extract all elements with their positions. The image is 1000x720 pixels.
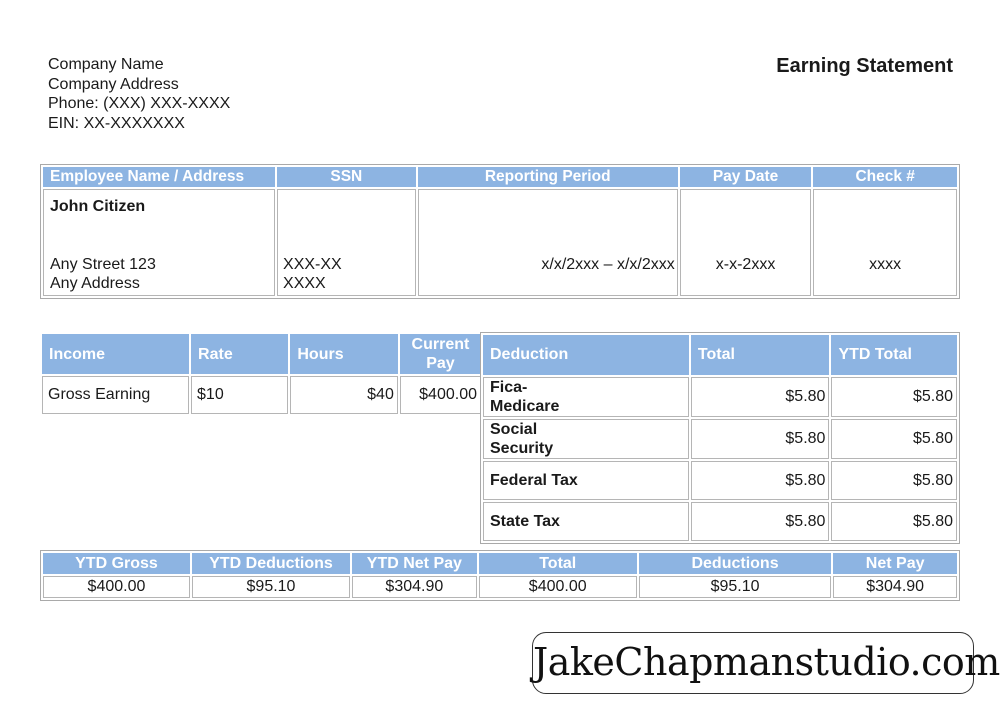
deduction-ytd-total: $5.80 bbox=[831, 461, 957, 500]
header-pay-date: Pay Date bbox=[680, 167, 812, 187]
header-ytd-gross: YTD Gross bbox=[43, 553, 190, 574]
header-reporting-period: Reporting Period bbox=[418, 167, 678, 187]
deduction-ytd-total: $5.80 bbox=[831, 502, 957, 541]
ssn-line-1: XXX-XX bbox=[283, 256, 342, 273]
employee-street: Any Street 123 bbox=[50, 256, 156, 273]
ytd-net-pay-value: $304.90 bbox=[352, 576, 477, 598]
deduction-total: $5.80 bbox=[691, 502, 830, 541]
employee-name-address-cell bbox=[43, 189, 275, 296]
header-income: Income bbox=[42, 334, 189, 374]
header-hours: Hours bbox=[290, 334, 397, 374]
deduction-total: $5.80 bbox=[691, 461, 830, 500]
header-ssn: SSN bbox=[277, 167, 416, 187]
header-ytd-deductions: YTD Deductions bbox=[192, 553, 350, 574]
income-table bbox=[40, 332, 483, 416]
income-type: Gross Earning bbox=[42, 376, 189, 414]
summary-deductions-value: $95.10 bbox=[639, 576, 832, 598]
table-row bbox=[42, 376, 481, 414]
company-phone: Phone: (XXX) XXX-XXXX bbox=[48, 95, 231, 112]
deduction-label: State Tax bbox=[483, 502, 689, 541]
header-rate: Rate bbox=[191, 334, 288, 374]
income-header-row bbox=[42, 334, 481, 374]
employee-table bbox=[40, 164, 960, 299]
pay-date-value: x-x-2xxx bbox=[680, 189, 812, 296]
deduction-total: $5.80 bbox=[691, 377, 830, 417]
deduction-label-line-1: Social bbox=[490, 421, 538, 438]
watermark: JakeChapmanstudio.com bbox=[532, 632, 974, 694]
header-ytd-net-pay: YTD Net Pay bbox=[352, 553, 477, 574]
header-employee-name-address: Employee Name / Address bbox=[43, 167, 275, 187]
document-title: Earning Statement bbox=[776, 55, 953, 77]
deduction-ytd-total: $5.80 bbox=[831, 377, 957, 417]
table-row bbox=[483, 502, 957, 541]
deduction-label bbox=[483, 419, 689, 459]
net-pay-value: $304.90 bbox=[833, 576, 957, 598]
header-check-number: Check # bbox=[813, 167, 957, 187]
income-current-pay: $400.00 bbox=[400, 376, 481, 414]
table-row bbox=[483, 419, 957, 459]
deduction-label-line-1: Fica- bbox=[490, 379, 528, 396]
employee-address: Any Address bbox=[50, 275, 140, 292]
table-row bbox=[483, 461, 957, 500]
company-info bbox=[48, 55, 230, 133]
reporting-period-value: x/x/2xxx – x/x/2xxx bbox=[418, 189, 678, 296]
ytd-deductions-value: $95.10 bbox=[192, 576, 350, 598]
table-row bbox=[483, 377, 957, 417]
header-current-pay bbox=[400, 334, 481, 374]
deduction-label bbox=[483, 377, 689, 417]
deduction-total: $5.80 bbox=[691, 419, 830, 459]
header-ytd-total: YTD Total bbox=[831, 335, 957, 375]
deduction-table bbox=[480, 332, 960, 544]
check-number-value: xxxx bbox=[813, 189, 957, 296]
deduction-label-line-2: Medicare bbox=[490, 398, 560, 415]
ssn-line-2: XXXX bbox=[283, 275, 326, 292]
employee-data-row bbox=[43, 189, 957, 296]
header-total: Total bbox=[691, 335, 830, 375]
header-summary-total: Total bbox=[479, 553, 637, 574]
summary-value-row bbox=[43, 576, 957, 598]
ytd-gross-value: $400.00 bbox=[43, 576, 190, 598]
header-net-pay: Net Pay bbox=[833, 553, 957, 574]
deduction-header-row bbox=[483, 335, 957, 375]
summary-header-row bbox=[43, 553, 957, 574]
deduction-ytd-total: $5.80 bbox=[831, 419, 957, 459]
deduction-label-line-2: Security bbox=[490, 440, 554, 457]
deduction-label: Federal Tax bbox=[483, 461, 689, 500]
employee-ssn-cell bbox=[277, 189, 416, 296]
employee-name: John Citizen bbox=[50, 198, 146, 215]
current-pay-line-1: Current bbox=[411, 336, 470, 353]
company-ein: EIN: XX-XXXXXXX bbox=[48, 114, 185, 132]
summary-total-value: $400.00 bbox=[479, 576, 637, 598]
header-deduction: Deduction bbox=[483, 335, 689, 375]
company-address: Company Address bbox=[48, 75, 179, 93]
current-pay-line-2: Pay bbox=[426, 355, 455, 372]
ytd-summary-table bbox=[40, 550, 960, 601]
company-name: Company Name bbox=[48, 56, 164, 73]
employee-header-row bbox=[43, 167, 957, 187]
header-summary-deductions: Deductions bbox=[639, 553, 832, 574]
income-rate: $10 bbox=[191, 376, 288, 414]
income-hours: $40 bbox=[290, 376, 397, 414]
